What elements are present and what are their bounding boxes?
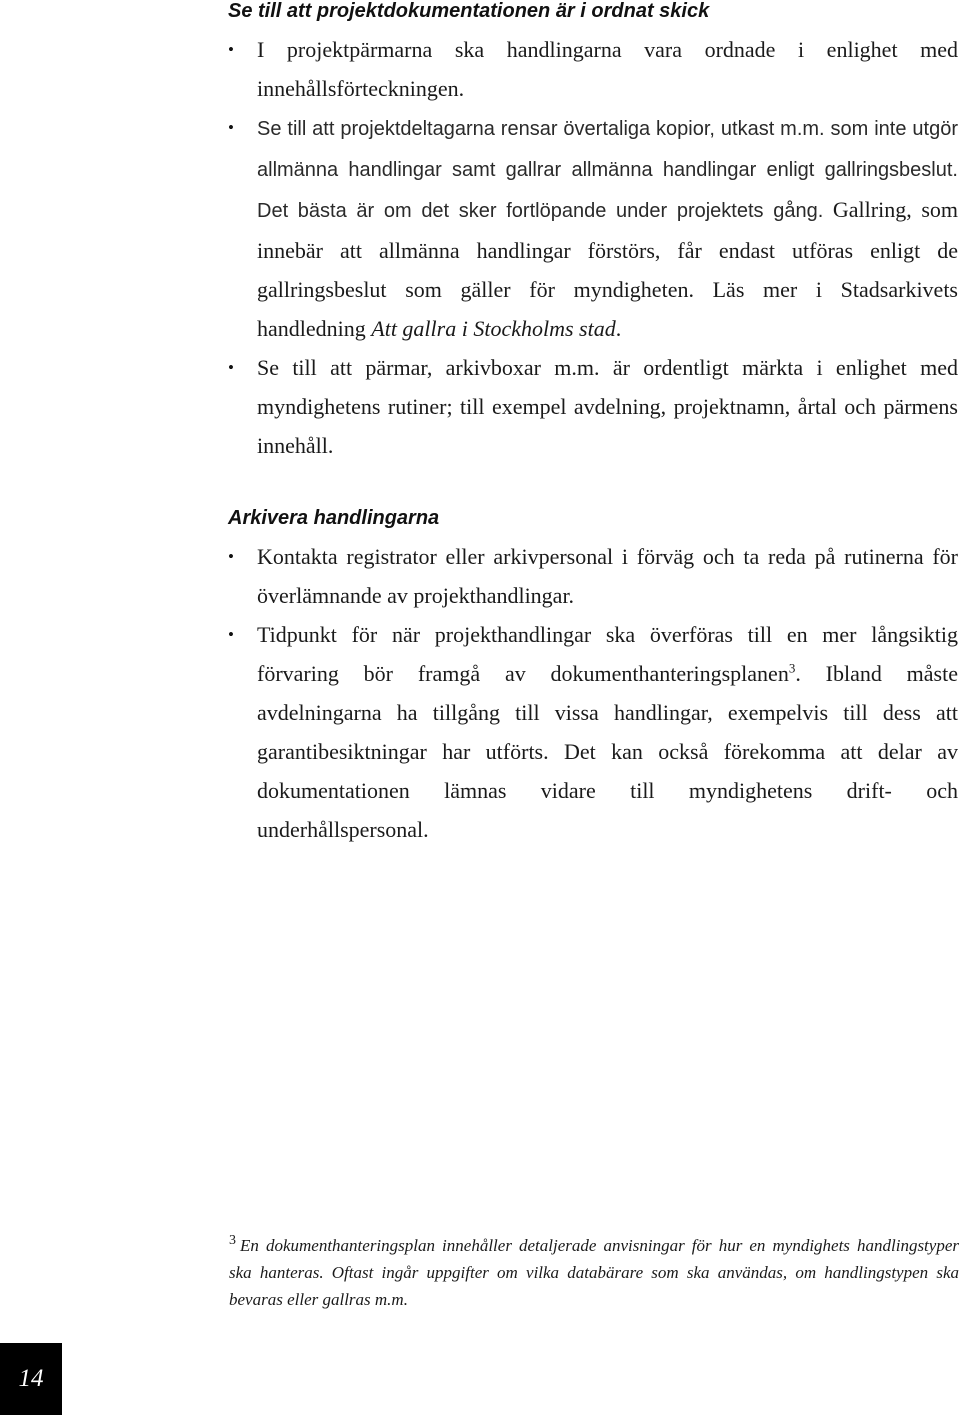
- page-number: 14: [18, 1365, 44, 1392]
- footnote-text: En dokumenthanteringsplan innehåller detaljerade anvisningar för hur en myndighets handlingstyper ska hanteras. Oftast ingår uppgifter om vilka databärare som ska användas, om handlingstypen ska bevaras eller gallras m.m.: [229, 1236, 959, 1309]
- section-heading-projektdokumentation: Se till att projektdokumentationen är i ordnat skick: [228, 0, 710, 22]
- list-item-text: Kontakta registrator eller arkivpersonal i förväg och ta reda på rutinerna för överlämnande av projekthandlingar.: [257, 544, 958, 608]
- list-item-text-end: .: [615, 316, 622, 341]
- list-item: [228, 348, 958, 465]
- bullet-icon: •: [228, 547, 234, 566]
- section-heading-arkivera: Arkivera handlingarna: [228, 507, 440, 529]
- list-item: [228, 108, 958, 348]
- footnote-marker: 3: [229, 1233, 236, 1249]
- list-item-text: I projektpärmarna ska handlingarna vara ordnade i enlighet med innehållsförteckningen.: [257, 37, 958, 101]
- list-item-text-continued: . Ibland måste avdelningarna ha tillgång till vissa handlingar, exempelvis till dess att garantibesiktningar har utförts. Det kan också förekomma att delar av dokumentationen lämnas vidare till myndighetens drift- och underhållspersonal.: [257, 661, 958, 842]
- list-item: [228, 615, 958, 849]
- page-number-box: [0, 1343, 62, 1415]
- bullet-list-projektdokumentation: [228, 30, 958, 465]
- list-item: [228, 30, 958, 108]
- list-item-text: Se till att projektdeltagarna rensar övertaliga kopior, utkast m.m. som inte utgör allmänna handlingar samt gallrar allmänna handlingar enligt gallringsbeslut. Det bästa är om det sker fortlöpande under projektets gång.: [257, 118, 958, 222]
- bullet-icon: •: [228, 118, 234, 137]
- bullet-icon: •: [228, 40, 234, 59]
- list-item-text-continued: Gallring, som innebär att allmänna handlingar förstörs, får endast utföras enligt de gallringsbeslut som gäller för myndigheten. Läs mer i Stadsarkivets handledning: [257, 197, 958, 341]
- list-item-text: Tidpunkt för när projekthandlingar ska överföras till en mer långsiktig förvaring bör framgå av dokumenthanteringsplanen: [257, 622, 958, 686]
- bullet-icon: •: [228, 625, 234, 644]
- footnote: [229, 1232, 959, 1313]
- referenced-publication-title: Att gallra i Stockholms stad: [371, 316, 616, 341]
- footnote-reference: 3: [788, 660, 796, 676]
- list-item-text: Se till att pärmar, arkivboxar m.m. är ordentligt märkta i enlighet med myndighetens rutiner; till exempel avdelning, projektnamn, årtal och pärmens innehåll.: [257, 355, 958, 458]
- bullet-list-arkivera: [228, 537, 958, 849]
- list-item: [228, 537, 958, 615]
- bullet-icon: •: [228, 358, 234, 377]
